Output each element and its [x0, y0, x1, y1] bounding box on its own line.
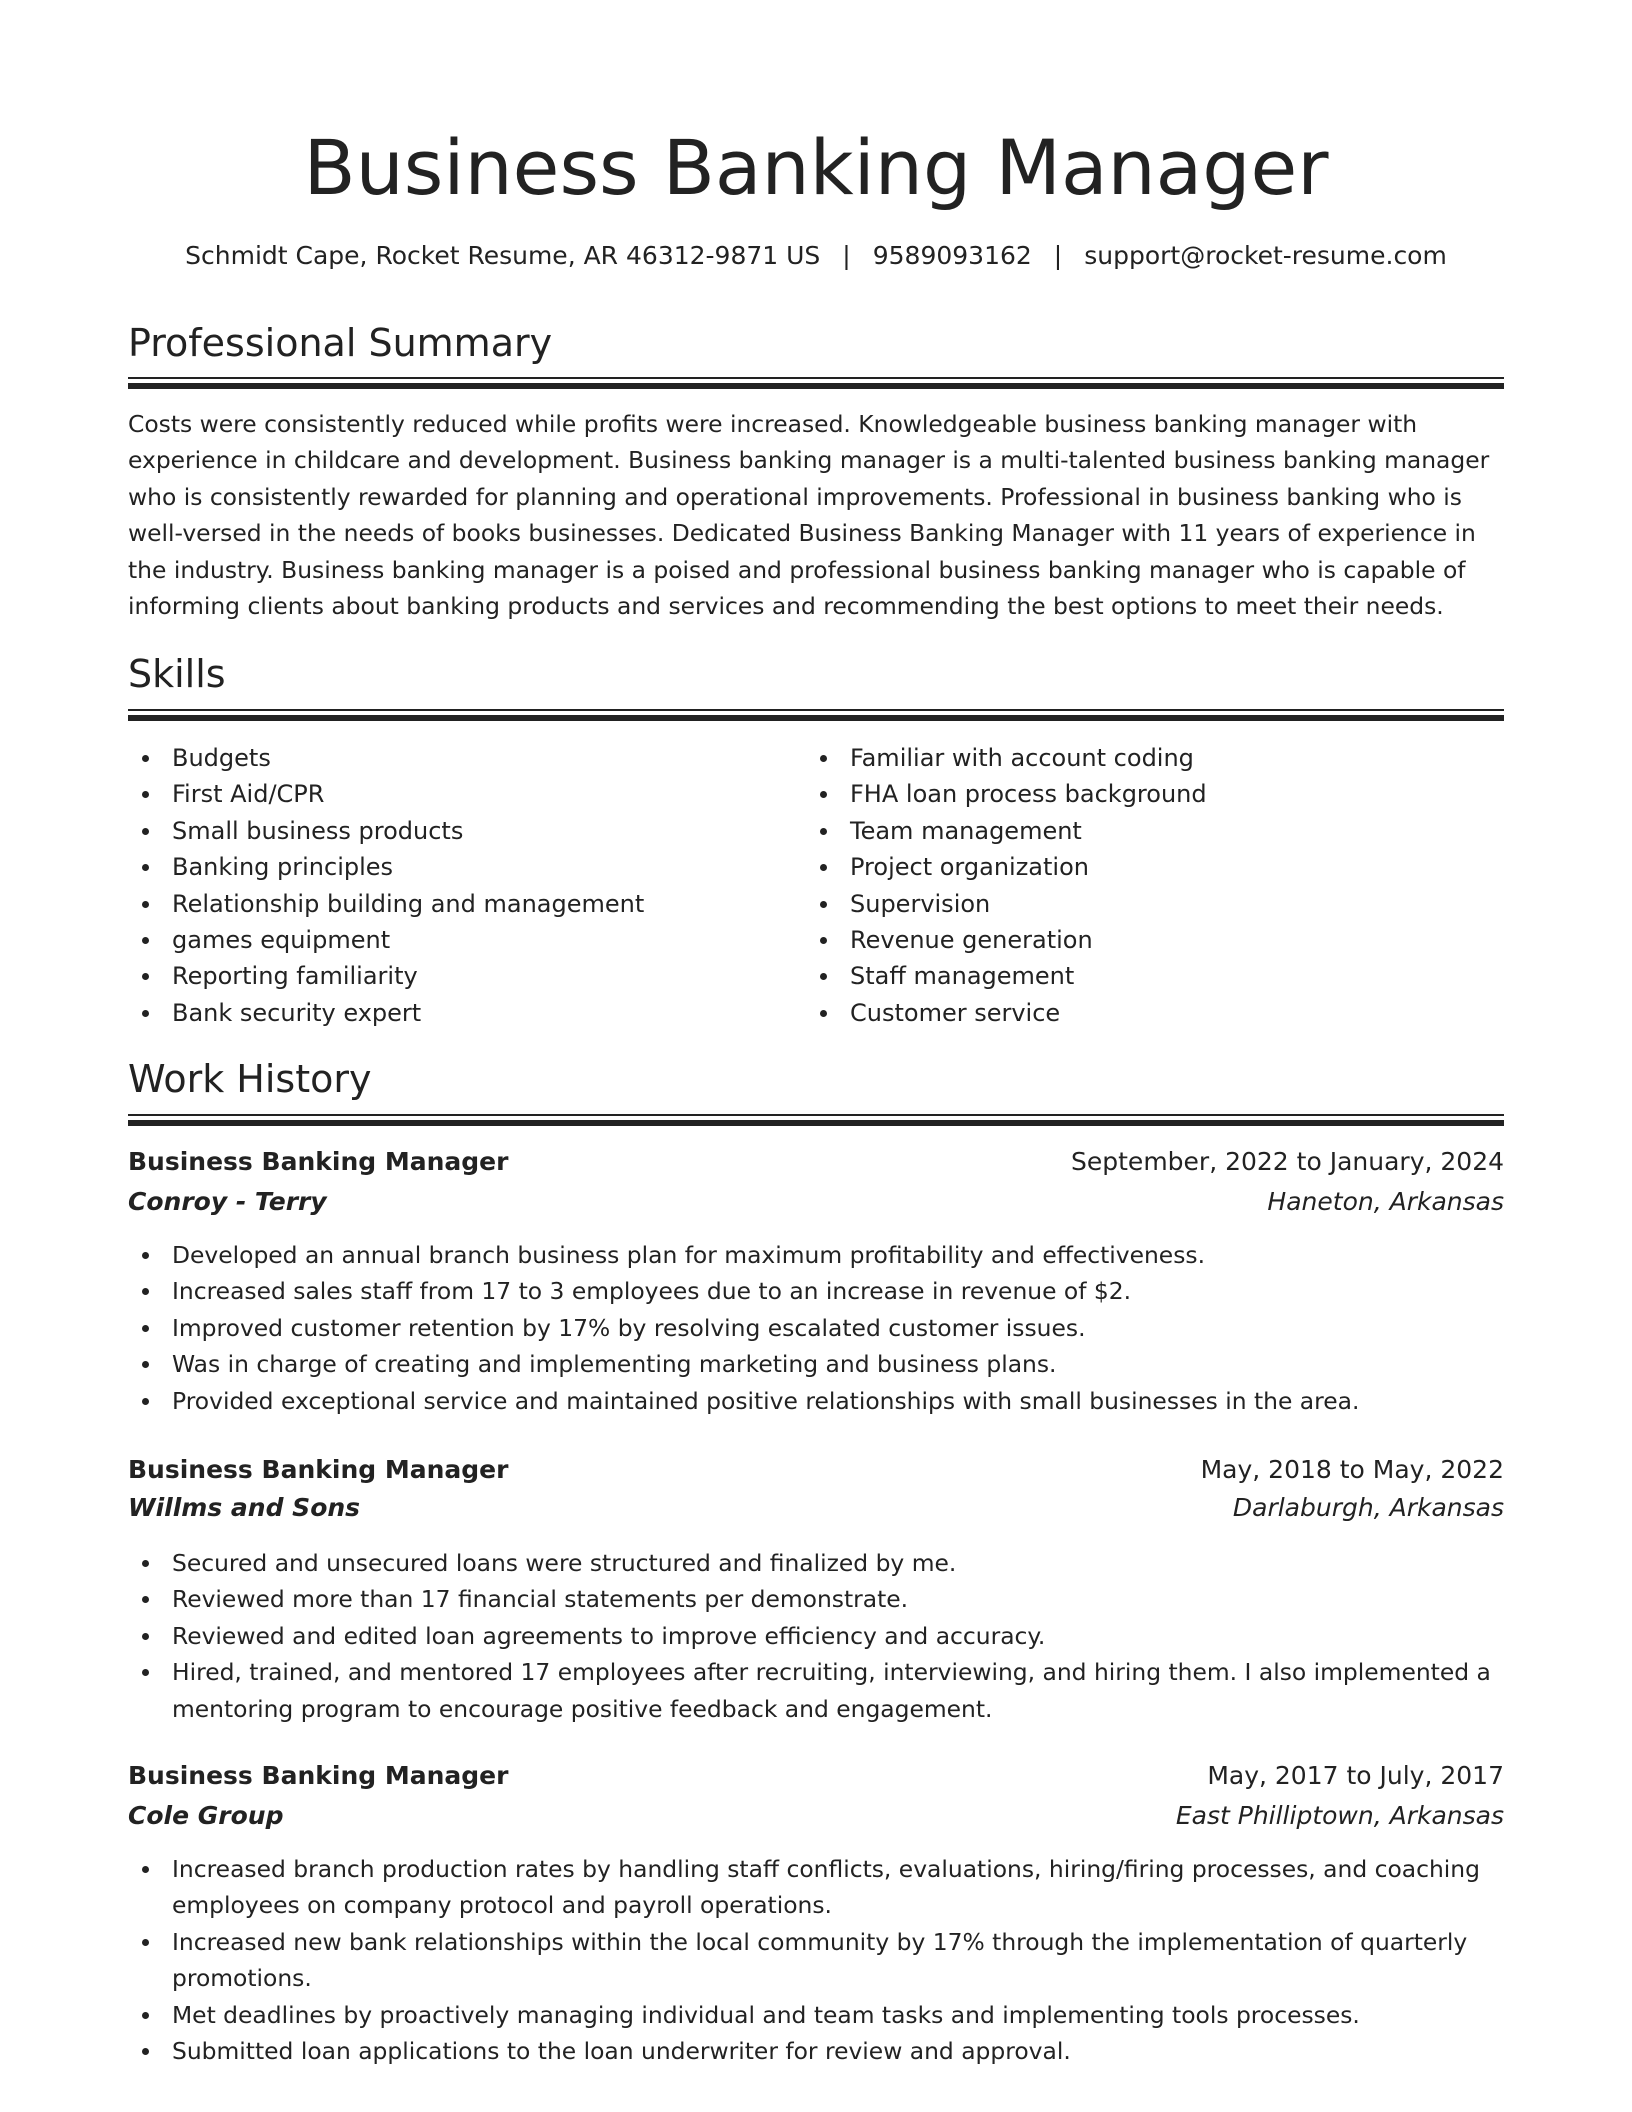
skill-label: Staff management	[850, 962, 1075, 991]
job-bullet-list	[128, 1545, 1504, 1727]
skills-list-right	[806, 740, 1504, 1031]
section-title-work-history: Work History	[128, 1057, 372, 1101]
job-bullet-text: Submitted loan applications to the loan underwriter for review and approval.	[172, 2037, 1071, 2066]
bullet-dot-icon	[142, 973, 149, 980]
skill-label: Small business products	[172, 816, 464, 845]
bullet-dot-icon	[820, 901, 827, 908]
job-dates: September, 2022 to January, 2024	[1071, 1147, 1504, 1176]
bullet-dot-icon	[142, 937, 149, 944]
skill-label: Banking principles	[172, 853, 394, 882]
bullet-dot-icon	[820, 1010, 827, 1017]
bullet-dot-icon	[142, 864, 149, 871]
skill-label: games equipment	[172, 926, 391, 955]
job-title: Business Banking Manager	[128, 1147, 509, 1176]
skill-item	[128, 886, 788, 922]
skill-label: Supervision	[850, 889, 991, 918]
job-company: Conroy - Terry	[128, 1187, 327, 1216]
list-item	[128, 1237, 1504, 1273]
skill-label: Reporting familiarity	[172, 962, 418, 991]
bullet-dot-icon	[142, 1325, 149, 1332]
job-bullet-text: Reviewed more than 17 financial statements per demonstrate.	[172, 1585, 909, 1614]
list-item	[128, 1310, 1504, 1346]
section-divider	[128, 709, 1504, 722]
contact-address: Schmidt Cape, Rocket Resume, AR 46312-9871 US	[185, 241, 821, 270]
skill-item	[128, 958, 788, 994]
list-item	[128, 1581, 1504, 1617]
bullet-dot-icon	[142, 1560, 149, 1567]
divider-thick-line	[128, 383, 1504, 389]
list-item	[128, 1273, 1504, 1309]
bullet-dot-icon	[142, 1398, 149, 1405]
skill-item	[806, 849, 1504, 885]
list-item	[128, 1997, 1504, 2033]
summary-paragraph: Costs were consistently reduced while profits were increased. Knowledgeable business banking manager with experience in childcare and development. Business banking manager is a multi-talented business banking manager who is consistently rewarded for planning and operational improvements. Professional in business banking who is well-versed in the needs of books businesses. Dedicated Business Banking Manager with 11 years of experience in the industry. Business banking manager is a poised and professional business banking manager who is capable of informing clients about banking products and services and recommending the best options to meet their needs.	[128, 410, 1490, 621]
skill-item	[806, 740, 1504, 776]
job-bullet-text: Reviewed and edited loan agreements to improve efficiency and accuracy.	[172, 1621, 1046, 1650]
skill-label: Customer service	[850, 998, 1061, 1027]
job-bullet-text: Was in charge of creating and implementing marketing and business plans.	[172, 1350, 1057, 1379]
contact-phone[interactable]: 9589093162	[872, 241, 1032, 270]
job-dates: May, 2018 to May, 2022	[1200, 1455, 1504, 1484]
skill-item	[128, 995, 788, 1031]
job-bullet-text: Increased sales staff from 17 to 3 employees due to an increase in revenue of $2.	[172, 1277, 1132, 1306]
contact-line	[128, 238, 1504, 274]
bullet-dot-icon	[820, 937, 827, 944]
divider-thick-line	[128, 1120, 1504, 1126]
skill-item	[128, 776, 788, 812]
job-bullet-list	[128, 1237, 1504, 1419]
divider-thick-line	[128, 715, 1504, 721]
job-bullet-text: Secured and unsecured loans were structured and finalized by me.	[172, 1549, 957, 1577]
list-item	[128, 1545, 1504, 1581]
skill-item	[806, 813, 1504, 849]
section-title-skills: Skills	[128, 652, 226, 696]
job-location: Darlaburgh, Arkansas	[1232, 1493, 1504, 1522]
job-bullet-text: Met deadlines by proactively managing individual and team tasks and implementing tools processes.	[172, 2000, 1360, 2029]
skill-item	[806, 922, 1504, 958]
skill-label: First Aid/CPR	[172, 780, 325, 809]
bullet-dot-icon	[820, 791, 827, 798]
list-item	[128, 1383, 1504, 1419]
bullet-dot-icon	[142, 1633, 149, 1640]
bullet-dot-icon	[820, 973, 827, 980]
divider-thin-line	[128, 1114, 1504, 1116]
skills-list-left	[128, 740, 788, 1031]
list-item	[128, 1851, 1504, 1924]
job-bullet-text: Developed an annual branch business plan for maximum profitability and effectiveness.	[172, 1241, 1206, 1269]
skill-item	[128, 849, 788, 885]
bullet-dot-icon	[142, 901, 149, 908]
skill-label: Team management	[850, 816, 1082, 845]
bullet-dot-icon	[142, 1939, 149, 1946]
job-company: Cole Group	[128, 1801, 284, 1830]
bullet-dot-icon	[142, 2048, 149, 2055]
bullet-dot-icon	[142, 2012, 149, 2019]
job-bullet-text: Improved customer retention by 17% by resolving escalated customer issues.	[172, 1313, 1086, 1342]
bullet-dot-icon	[142, 1596, 149, 1603]
contact-email[interactable]: support@rocket-resume.com	[1084, 241, 1447, 270]
job-bullet-text: Provided exceptional service and maintained positive relationships with small businesses in the area.	[172, 1386, 1360, 1415]
bullet-dot-icon	[142, 791, 149, 798]
section-divider	[128, 1114, 1504, 1127]
bullet-dot-icon	[820, 755, 827, 762]
list-item	[128, 1924, 1504, 1997]
resume-name-heading: Business Banking Manager	[303, 123, 1329, 212]
job-location: East Philliptown, Arkansas	[1175, 1801, 1504, 1830]
job-bullet-list	[128, 1851, 1504, 2069]
job-company: Willms and Sons	[128, 1493, 361, 1522]
job-dates: May, 2017 to July, 2017	[1207, 1761, 1504, 1790]
bullet-dot-icon	[142, 755, 149, 762]
skill-label: FHA loan process background	[850, 780, 1207, 809]
list-item	[128, 1618, 1504, 1654]
divider-thin-line	[128, 709, 1504, 711]
skill-label: Relationship building and management	[172, 889, 645, 918]
bullet-dot-icon	[142, 1866, 149, 1873]
skill-label: Project organization	[850, 853, 1089, 882]
skill-label: Familiar with account coding	[850, 744, 1194, 772]
contact-separator: |	[1053, 241, 1063, 270]
skill-item	[806, 995, 1504, 1031]
section-divider	[128, 377, 1504, 390]
job-location: Haneton, Arkansas	[1267, 1187, 1504, 1216]
job-title: Business Banking Manager	[128, 1455, 509, 1484]
contact-separator: |	[842, 241, 851, 270]
job-bullet-text: Increased branch production rates by handling staff conflicts, evaluations, hiring/firing processes, and coaching employees on company protocol and payroll operations.	[172, 1855, 1480, 1920]
job-bullet-text: Increased new bank relationships within the local community by 17% through the implementation of quarterly promotions.	[172, 1927, 1468, 1993]
list-item	[128, 1654, 1504, 1727]
skill-label: Bank security expert	[172, 998, 422, 1027]
divider-thin-line	[128, 377, 1504, 379]
skill-item	[806, 958, 1504, 994]
job-bullet-text: Hired, trained, and mentored 17 employees after recruiting, interviewing, and hiring them. I also implemented a mentoring program to encourage positive feedback and engagement.	[172, 1658, 1491, 1723]
bullet-dot-icon	[142, 1669, 149, 1676]
list-item	[128, 1346, 1504, 1382]
skill-item	[806, 886, 1504, 922]
skill-item	[128, 740, 788, 776]
bullet-dot-icon	[142, 1252, 149, 1259]
section-title-summary: Professional Summary	[128, 321, 553, 365]
skill-label: Budgets	[172, 744, 271, 772]
job-title: Business Banking Manager	[128, 1761, 509, 1790]
bullet-dot-icon	[820, 864, 827, 871]
bullet-dot-icon	[142, 828, 149, 835]
bullet-dot-icon	[142, 1288, 149, 1295]
bullet-dot-icon	[142, 1010, 149, 1017]
skill-item	[128, 922, 788, 958]
skill-item	[806, 776, 1504, 812]
skill-item	[128, 813, 788, 849]
skill-label: Revenue generation	[850, 926, 1093, 955]
list-item	[128, 2033, 1504, 2069]
bullet-dot-icon	[142, 1361, 149, 1368]
bullet-dot-icon	[820, 828, 827, 835]
